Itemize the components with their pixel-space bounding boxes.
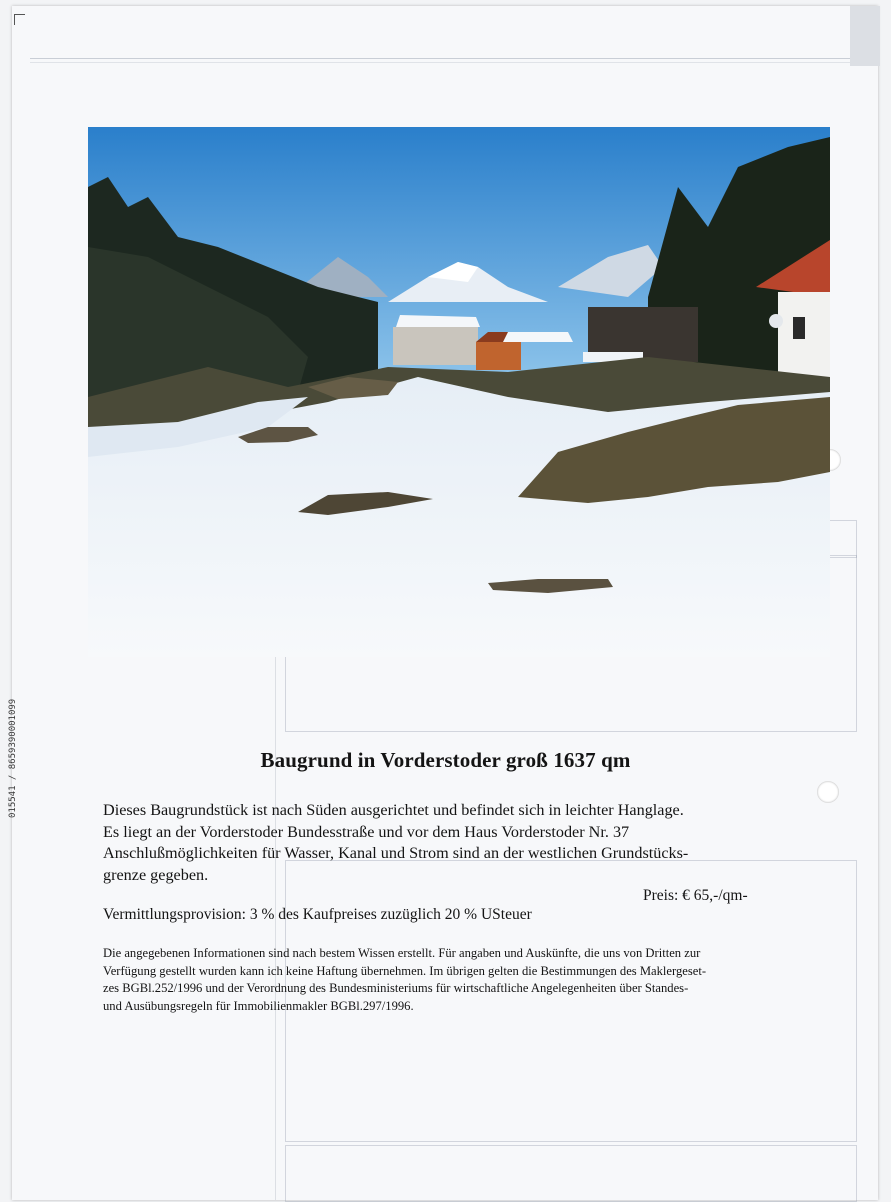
- description-line: Dieses Baugrundstück ist nach Süden ausgerichtet und befindet sich in leichter Hanglage.: [103, 801, 684, 819]
- disclaimer-line: und Ausübungsregeln für Immobilienmakler BGBl.297/1996.: [103, 998, 414, 1013]
- description-line: grenze gegeben.: [103, 865, 209, 884]
- property-photo: [88, 127, 830, 657]
- side-document-code: 015541 / 8659390001099: [8, 698, 18, 818]
- corner-crop-mark: [14, 14, 25, 25]
- ghost-form-box-bottom: [285, 1145, 857, 1202]
- page-corner-fold: [850, 6, 880, 66]
- description-line: Es liegt an der Vorderstoder Bundesstraße und vor dem Haus Vorderstoder Nr. 37: [103, 822, 630, 841]
- price-label: Preis: € 65,-/qm-: [643, 887, 748, 904]
- commission-label: Vermittlungsprovision: 3 % des Kaufpreises zuzüglich 20 % USteuer: [103, 906, 532, 923]
- disclaimer-line: Die angegebenen Informationen sind nach bestem Wissen erstellt. Für angaben und Auskünfte, die uns von Dritten zur: [103, 946, 701, 960]
- description-line: Anschlußmöglichkeiten für Wasser, Kanal und Strom sind an der westlichen Grundstücks-: [103, 844, 689, 862]
- page-rule-top-2: [30, 62, 850, 63]
- page-rule-top: [30, 58, 850, 59]
- landscape-photo-image: [88, 127, 830, 657]
- description-paragraph: [103, 800, 803, 886]
- punch-hole-lower: [817, 781, 839, 803]
- disclaimer-line: Verfügung gestellt wurden kann ich keine Haftung übernehmen. Im übrigen gelten die Bestimmungen des Maklergeset-: [103, 963, 707, 978]
- page-title: Baugrund in Vorderstoder groß 1637 qm: [260, 748, 631, 772]
- disclaimer-line: zes BGBl.252/1996 und der Verordnung des Bundesministeriums für wirtschaftliche Angelegenheiten über Standes-: [103, 981, 689, 995]
- disclaimer-paragraph: [103, 945, 803, 1015]
